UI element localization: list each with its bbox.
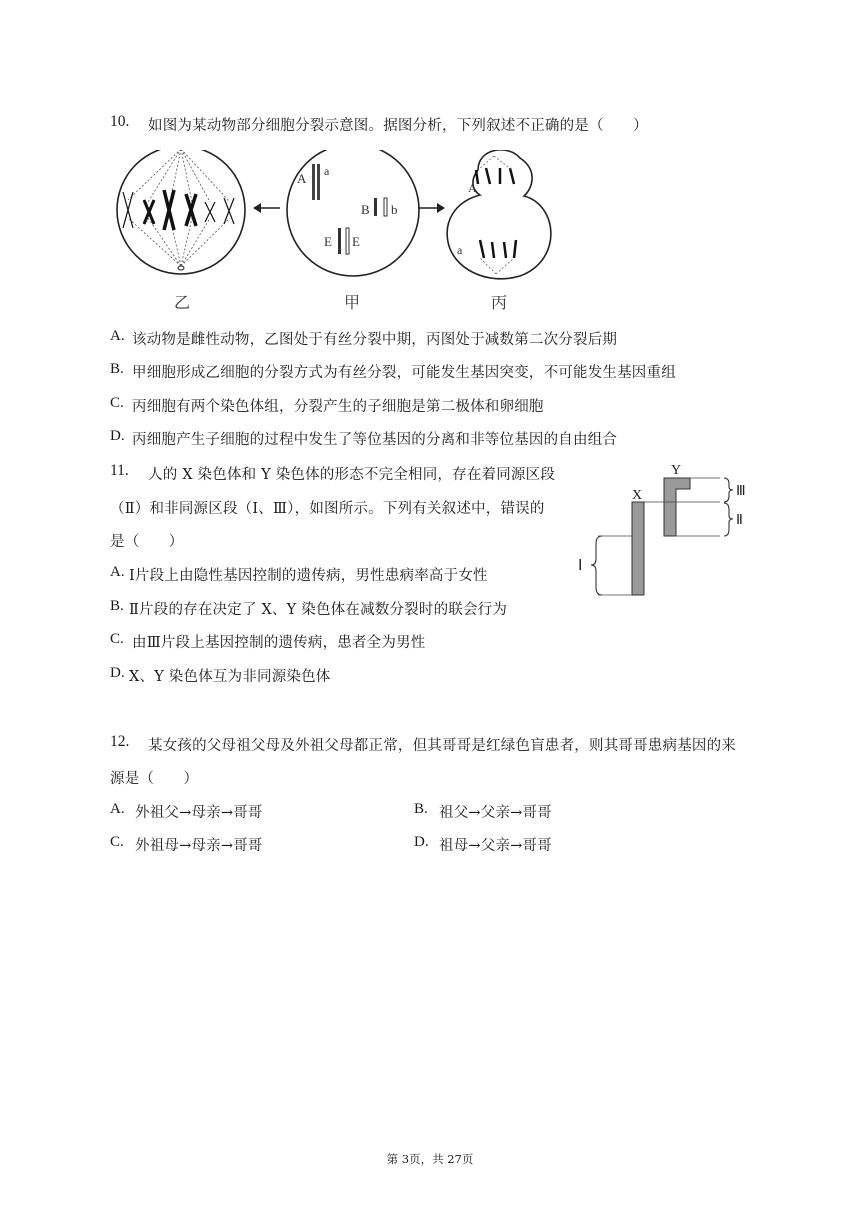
label-segment-II: Ⅱ (736, 513, 743, 528)
brace-I (591, 536, 602, 595)
cell-division-figure (108, 150, 568, 315)
label-segment-III: Ⅲ (736, 484, 746, 499)
gene-bing-A: A (468, 181, 477, 195)
q10-option-c-text: 丙细胞有两个染色体组，分裂产生的子细胞是第二极体和卵细胞 (132, 399, 544, 415)
label-bing: 丙 (491, 295, 508, 312)
q11-option-a-text: Ⅰ片段上由隐性基因控制的遗传病，男性患病率高于女性 (129, 568, 488, 584)
cell-yi (117, 150, 245, 274)
q10-option-d-text: 丙细胞产生子细胞的过程中发生了等位基因的分离和非等位基因的自由组合 (132, 432, 618, 448)
q10-option-b-letter: B. (110, 361, 124, 377)
gene-B: B (361, 202, 370, 217)
q11-option-b-text: Ⅱ片段的存在决定了 X、Y 染色体在减数分裂时的联会行为 (129, 602, 508, 618)
q11-option-d-letter: D. (110, 665, 125, 681)
label-yi: 乙 (174, 295, 191, 312)
gene-A: A (297, 171, 307, 186)
label-segment-I: Ⅰ (578, 558, 583, 574)
q12-option-b-letter: B. (414, 801, 428, 817)
q11-option-c-text: 由Ⅲ片段上基因控制的遗传病，患者全为男性 (132, 635, 426, 651)
label-jia: 甲 (344, 295, 361, 312)
q11-option-c-letter: C. (110, 631, 124, 647)
cell-jia (287, 150, 419, 276)
gene-E-right: E (352, 234, 360, 249)
q10-option-b-text: 甲细胞形成乙细胞的分裂方式为有丝分裂，可能发生基因突变，不可能发生基因重组 (132, 365, 676, 381)
q11-option-a-letter: A. (110, 564, 125, 580)
brace-III (724, 478, 733, 502)
q11-stem-line-1: 人的 X 染色体和 Y 染色体的形态不完全相同，存在着同源区段 (148, 467, 556, 483)
q12-option-c-letter: C. (110, 834, 124, 850)
q10-option-a-text: 该动物是雌性动物，乙图处于有丝分裂中期，丙图处于减数第二次分裂后期 (132, 332, 618, 348)
q12-stem-line-1: 某女孩的父母祖父母及外祖父母都正常，但其哥哥是红绿色盲患者，则其哥哥患病基因的来 (148, 738, 736, 754)
gene-a: a (324, 164, 330, 178)
q11-stem-line-3: 是（ ） (110, 534, 184, 550)
q10-stem: 如图为某动物部分细胞分裂示意图。据图分析，下列叙述不正确的是（ ） (148, 118, 648, 134)
q12-stem-line-2: 源是（ ） (110, 771, 199, 787)
arrow-right (418, 203, 445, 213)
q10-option-c-letter: C. (110, 395, 124, 411)
x-chromosome (632, 502, 644, 595)
gene-bing-a: a (457, 243, 463, 257)
q11-stem-line-2: （Ⅱ）和非同源区段（Ⅰ、Ⅲ），如图所示。下列有关叙述中，错误的 (110, 501, 545, 517)
arrow-left (253, 203, 280, 213)
q12-option-b-text: 祖父→父亲→哥哥 (439, 805, 552, 821)
q12-option-c-text: 外祖母→母亲→哥哥 (135, 838, 263, 854)
q11-option-d-text: X、Y 染色体互为非同源染色体 (129, 669, 331, 685)
q10-option-a-letter: A. (110, 328, 125, 344)
label-y: Y (671, 463, 682, 478)
q10-number: 10. (110, 113, 130, 130)
q12-number: 12. (110, 733, 130, 750)
cell-bing (447, 150, 551, 279)
q12-option-a-text: 外祖父→母亲→哥哥 (135, 805, 263, 821)
q12-option-d-text: 祖母→父亲→哥哥 (439, 838, 552, 854)
label-x: X (632, 488, 643, 503)
gene-E-left: E (324, 234, 332, 249)
q12-option-a-letter: A. (110, 801, 125, 817)
brace-II (724, 503, 733, 536)
gene-b: b (391, 202, 398, 217)
q11-number: 11. (110, 462, 129, 479)
q11-option-b-letter: B. (110, 598, 124, 614)
xy-chromosome-figure (570, 458, 770, 603)
q12-option-d-letter: D. (414, 834, 429, 850)
q10-option-d-letter: D. (110, 428, 125, 444)
page-footer: 第 3页，共 27页 (386, 1152, 474, 1166)
y-chromosome (664, 478, 690, 536)
